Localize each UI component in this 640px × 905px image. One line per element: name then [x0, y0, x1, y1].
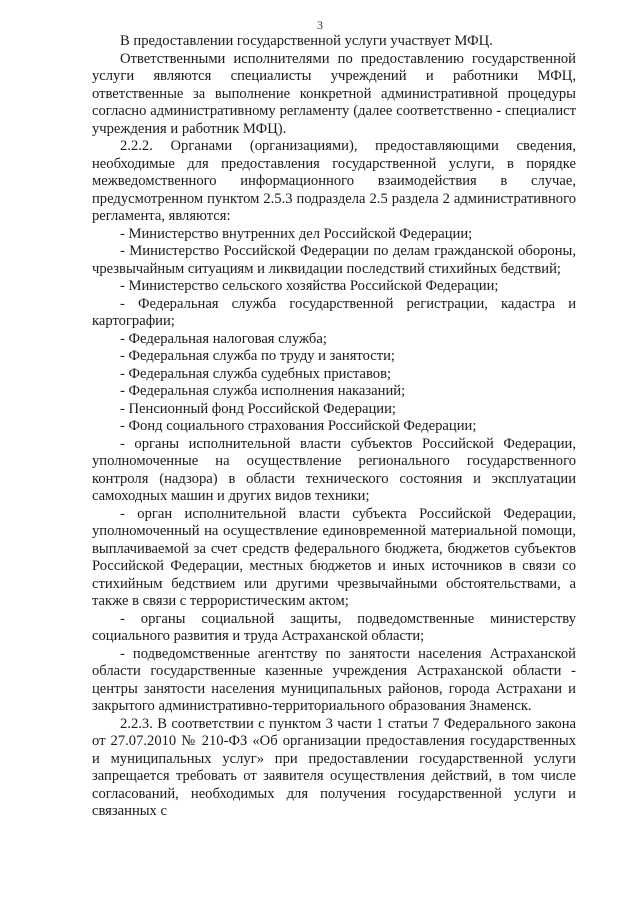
document-body: [92, 33, 576, 821]
list-item: - Министерство внутренних дел Российской Федерации;: [120, 225, 473, 242]
list-item: - Федеральная служба судебных приставов;: [120, 365, 392, 382]
list-item: - Федеральная служба государственной регистрации, кадастра и картографии;: [92, 295, 576, 329]
paragraph-mfc-participation: В предоставлении государственной услуги участвует МФЦ.: [120, 33, 493, 49]
list-item: - Министерство Российской Федерации по делам гражданской обороны, чрезвычайным ситуациям и ликвидации последствий стихийных бедствий;: [92, 243, 576, 277]
list-item: - Фонд социального страхования Российской Федерации;: [120, 418, 477, 434]
list-item: - Пенсионный фонд Российской Федерации;: [120, 400, 396, 417]
list-item: - органы исполнительной власти субъектов Российской Федерации, уполномоченные на осуществление регионального государственного контроля (надзора) в области технического состояния и эксплуатации самоходных машин и других видов техники;: [92, 435, 576, 504]
paragraph-2-2-3: 2.2.3. В соответствии с пунктом 3 части 1 статьи 7 Федерального закона от 27.07.2010 № 210-ФЗ «Об организации предоставления государственных и муниципальных услуг» при предоставлении государственной услуги запрещается требовать от заявителя осуществления действий, в том числе согласований, необходимых для получения государственной услуги и связанных с: [92, 715, 576, 819]
list-item: - Федеральная служба исполнения наказаний;: [120, 383, 406, 399]
list-item: - органы социальной защиты, подведомственные министерству социального развития и труда Астраханской области;: [92, 610, 576, 644]
page-number: 3: [317, 18, 323, 32]
list-item: - Министерство сельского хозяйства Российской Федерации;: [120, 278, 499, 294]
agency-list: [92, 226, 576, 716]
paragraph-2-2-2: 2.2.2. Органами (организациями), предоставляющими сведения, необходимые для предоставления государственной услуги, в порядке межведомственного информационного взаимодействия в случае, предусмотренном пунктом 2.5.3 подраздела 2.5 раздела 2 административного регламента, являются:: [92, 138, 576, 224]
list-item: - подведомственные агентству по занятости населения Астраханской области государственные казенные учреждения Астраханской области - центры занятости населения муниципальных районов, города Астрахани и закрытого административно-территориального образования Знаменск.: [92, 645, 576, 714]
list-item: - орган исполнительной власти субъекта Российской Федерации, уполномоченный на осуществление единовременной материальной помощи, выплачиваемой за счет средств федерального бюджета, бюджетов субъектов Российской Федерации, местных бюджетов и иных источников в связи со стихийным бедствием или другими чрезвычайными обстоятельствами, а также в связи с террористическим актом;: [92, 505, 576, 609]
paragraph-responsible-executors: Ответственными исполнителями по предоставлению государственной услуги являются специалисты учреждений и работники МФЦ, ответственные за выполнение конкретной административной процедуры согласно административному регламенту (далее соответственно - специалист учреждения и работник МФЦ).: [92, 50, 576, 137]
list-item: - Федеральная служба по труду и занятости;: [120, 348, 395, 364]
list-item: - Федеральная налоговая служба;: [120, 330, 327, 347]
